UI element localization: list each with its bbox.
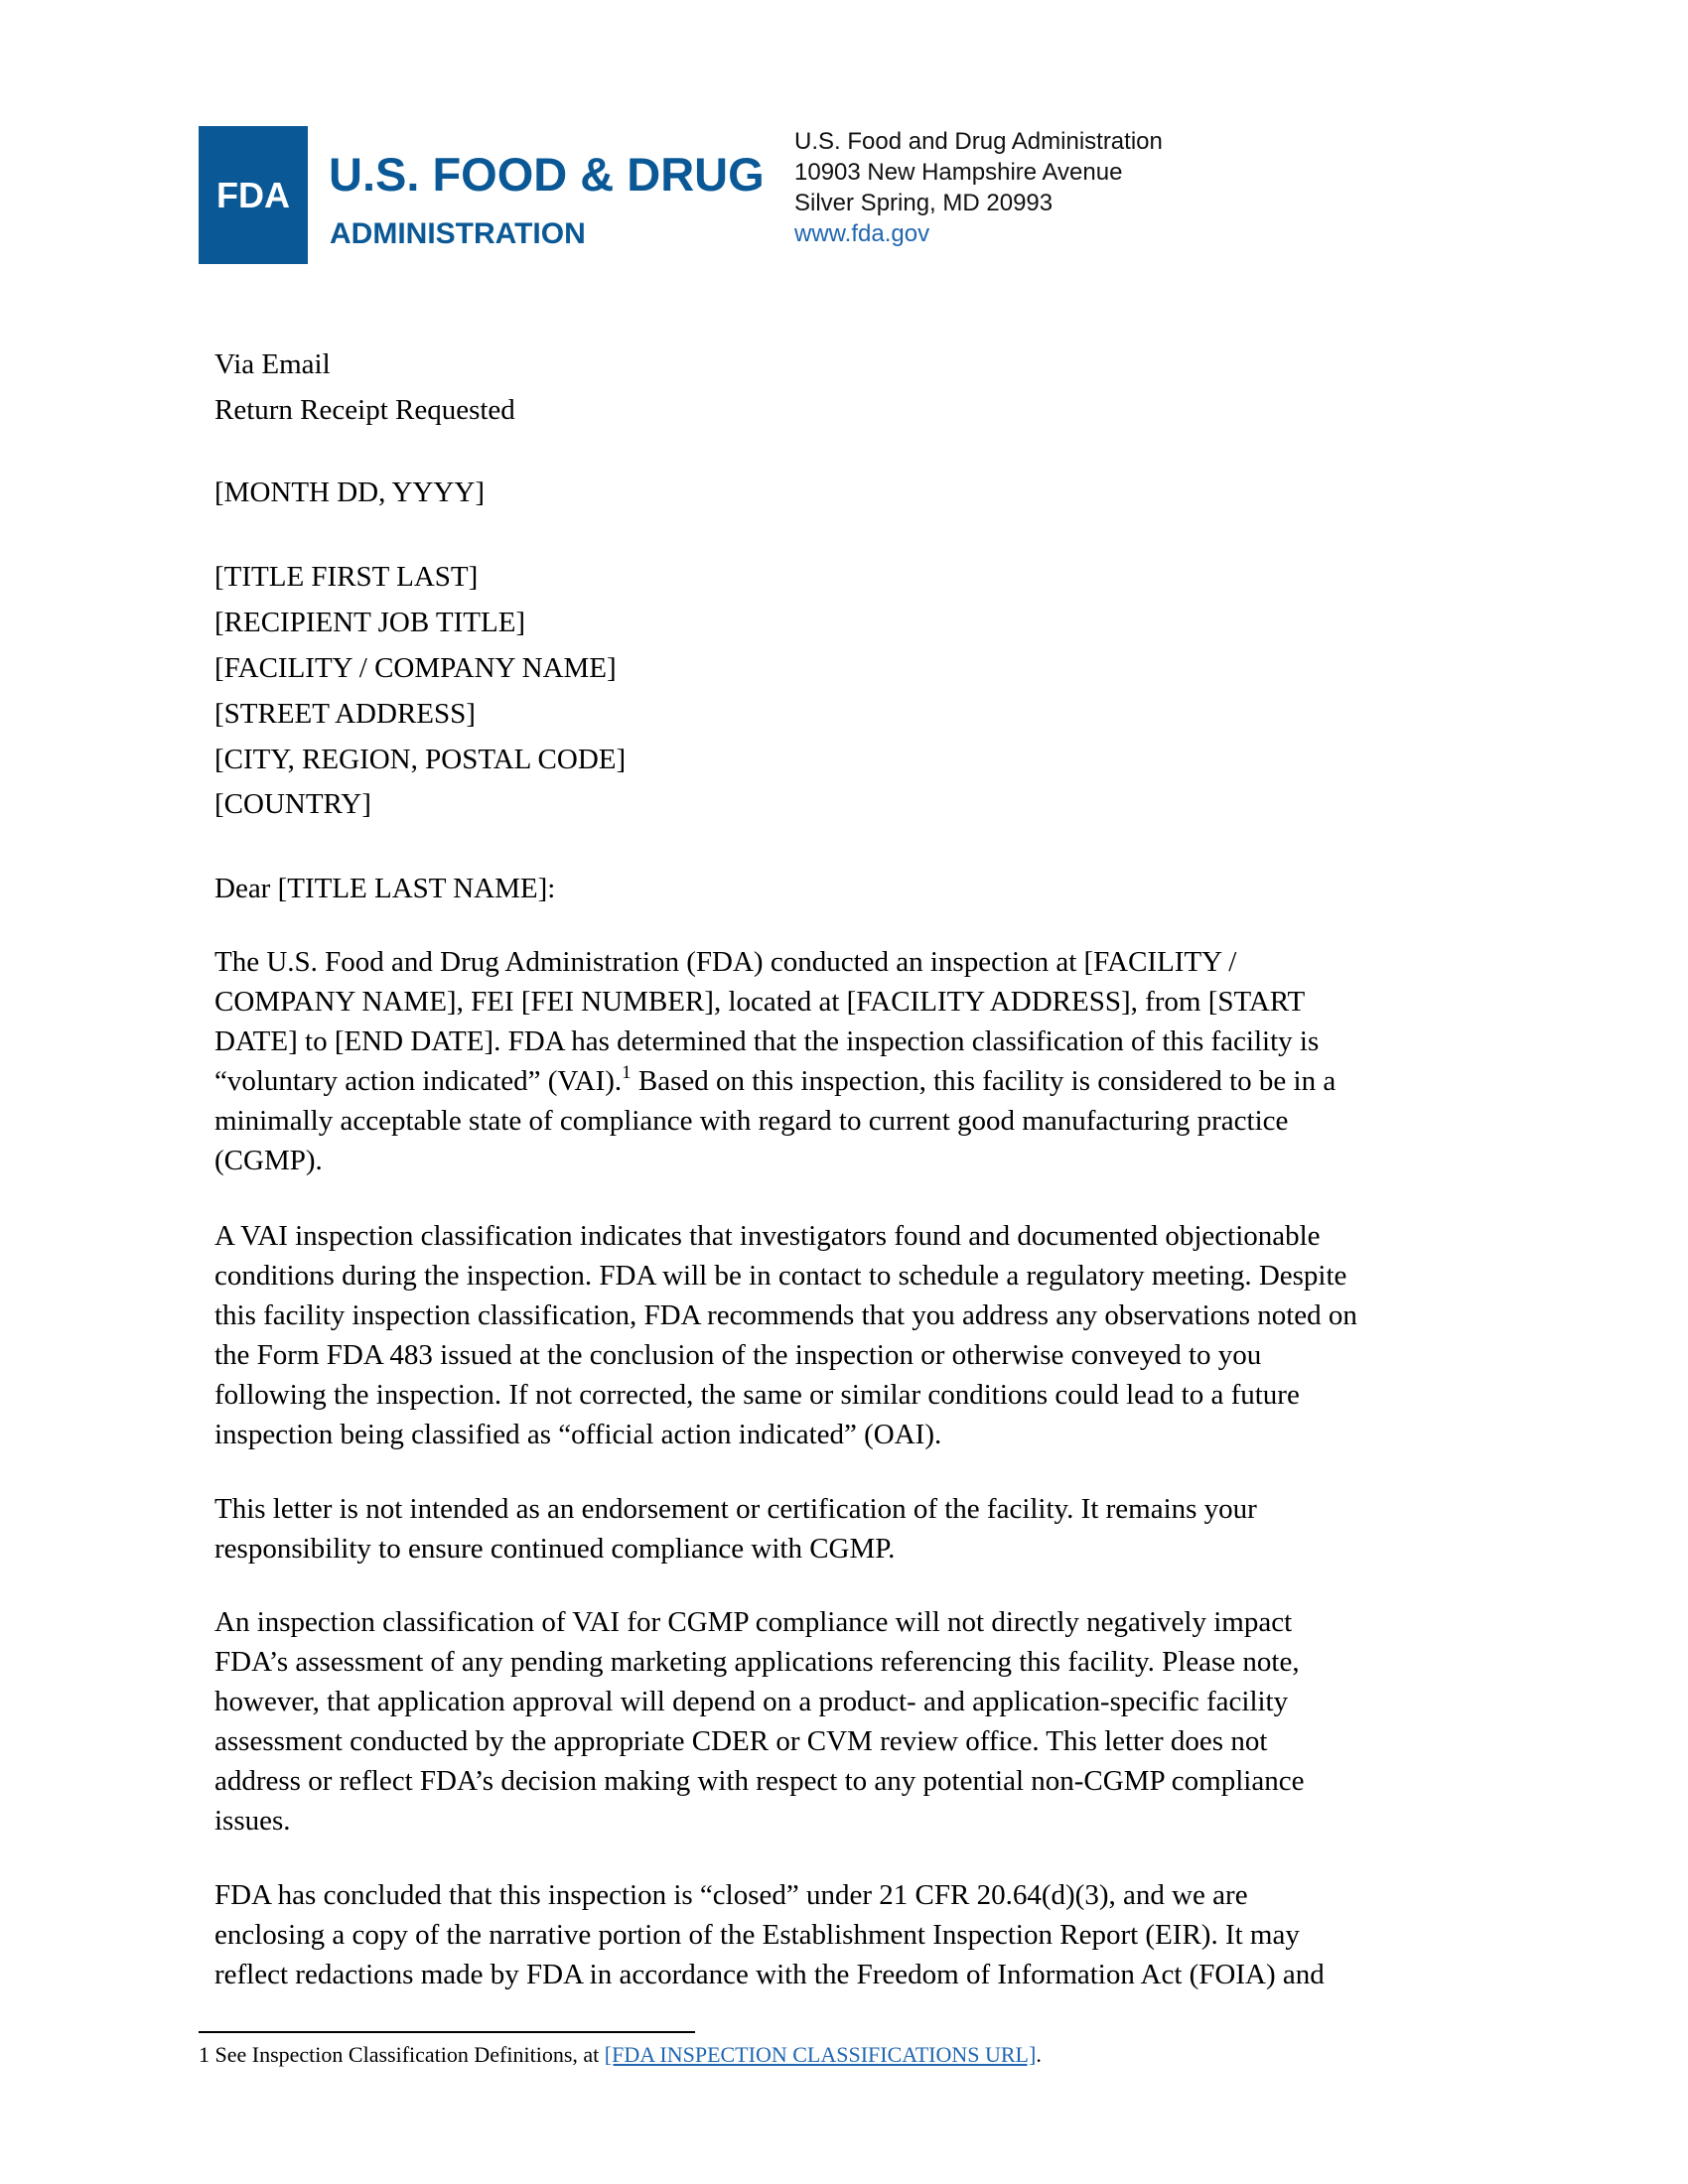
footnote-link[interactable]: [FDA INSPECTION CLASSIFICATIONS URL] xyxy=(604,2042,1037,2067)
paragraph-line: enclosing a copy of the narrative portion of the Establishment Inspection Report (EIR). It may xyxy=(214,1919,1300,1951)
paragraph-line: however, that application approval will depend on a product- and application-specific facility xyxy=(214,1686,1289,1717)
paragraph-line: An inspection classification of VAI for CGMP compliance will not directly negatively impact xyxy=(214,1606,1293,1638)
agency-address xyxy=(794,126,1163,249)
footnote-divider xyxy=(199,2031,695,2033)
salutation: Dear [TITLE LAST NAME]: xyxy=(214,873,556,904)
paragraph-line: assessment conducted by the appropriate CDER or CVM review office. This letter does not xyxy=(214,1725,1268,1757)
paragraph-line: conditions during the inspection. FDA will be in contact to schedule a regulatory meeting. Despite xyxy=(214,1260,1347,1292)
recipient-street: [STREET ADDRESS] xyxy=(214,698,476,730)
recipient-city: [CITY, REGION, POSTAL CODE] xyxy=(214,744,627,775)
paragraph-line: COMPANY NAME], FEI [FEI NUMBER], located at [FACILITY ADDRESS], from [START xyxy=(214,986,1306,1018)
paragraph-1 xyxy=(214,942,1495,1180)
paragraph-line: (CGMP). xyxy=(214,1145,323,1176)
paragraph-line: A VAI inspection classification indicates that investigators found and documented objectionable xyxy=(214,1220,1321,1252)
address-line-1: U.S. Food and Drug Administration xyxy=(794,128,1163,155)
letter-date: [MONTH DD, YYYY] xyxy=(214,477,485,508)
agency-name-sub: ADMINISTRATION xyxy=(330,217,586,250)
website-link[interactable]: www.fda.gov xyxy=(794,220,930,247)
paragraph-line: minimally acceptable state of compliance with regard to current good manufacturing practice xyxy=(214,1105,1289,1137)
paragraph-line: FDA’s assessment of any pending marketing applications referencing this facility. Please note, xyxy=(214,1646,1300,1678)
address-line-3: Silver Spring, MD 20993 xyxy=(794,190,1054,216)
fda-logo xyxy=(199,126,308,264)
delivery-receipt: Return Receipt Requested xyxy=(214,394,515,426)
address-line-2: 10903 New Hampshire Avenue xyxy=(794,159,1123,186)
recipient-country: [COUNTRY] xyxy=(214,788,371,820)
delivery-method: Via Email xyxy=(214,348,331,380)
paragraph-2 xyxy=(214,1216,1495,1454)
fda-logo-text: FDA xyxy=(216,174,290,215)
paragraph-text: “voluntary action indicated” (VAI). xyxy=(214,1065,623,1097)
paragraph-line: the Form FDA 483 issued at the conclusion of the inspection or otherwise conveyed to you xyxy=(214,1339,1262,1371)
paragraph-line xyxy=(214,1061,1495,1101)
recipient-name: [TITLE FIRST LAST] xyxy=(214,561,479,593)
paragraph-line: following the inspection. If not corrected, the same or similar conditions could lead to a future xyxy=(214,1379,1300,1411)
paragraph-3 xyxy=(214,1489,1495,1569)
paragraph-5 xyxy=(214,1875,1495,1994)
paragraph-text: Based on this inspection, this facility is considered to be in a xyxy=(631,1065,1336,1097)
agency-name: U.S. FOOD & DRUG xyxy=(329,148,765,201)
recipient-job-title: [RECIPIENT JOB TITLE] xyxy=(214,607,526,638)
footnote xyxy=(199,2041,1042,2069)
paragraph-line: This letter is not intended as an endorsement or certification of the facility. It remains your xyxy=(214,1493,1257,1525)
paragraph-line: issues. xyxy=(214,1805,291,1837)
paragraph-line: this facility inspection classification, FDA recommends that you address any observations noted on xyxy=(214,1299,1357,1331)
paragraph-line: The U.S. Food and Drug Administration (FDA) conducted an inspection at [FACILITY / xyxy=(214,946,1237,978)
paragraph-line: reflect redactions made by FDA in accordance with the Freedom of Information Act (FOIA) and xyxy=(214,1959,1325,1990)
paragraph-line: address or reflect FDA’s decision making with respect to any potential non-CGMP compliance xyxy=(214,1765,1305,1797)
paragraph-line: responsibility to ensure continued compliance with CGMP. xyxy=(214,1533,896,1565)
paragraph-4 xyxy=(214,1602,1495,1841)
footnote-trailing: . xyxy=(1036,2042,1042,2067)
paragraph-line: DATE] to [END DATE]. FDA has determined that the inspection classification of this facility is xyxy=(214,1025,1320,1057)
paragraph-line: inspection being classified as “official action indicated” (OAI). xyxy=(214,1419,942,1450)
paragraph-line: FDA has concluded that this inspection is “closed” under 21 CFR 20.64(d)(3), and we are xyxy=(214,1879,1248,1911)
footnote-text: 1 See Inspection Classification Definitions, at xyxy=(199,2042,605,2067)
footnote-ref[interactable]: 1 xyxy=(622,1062,632,1083)
recipient-company: [FACILITY / COMPANY NAME] xyxy=(214,652,617,684)
